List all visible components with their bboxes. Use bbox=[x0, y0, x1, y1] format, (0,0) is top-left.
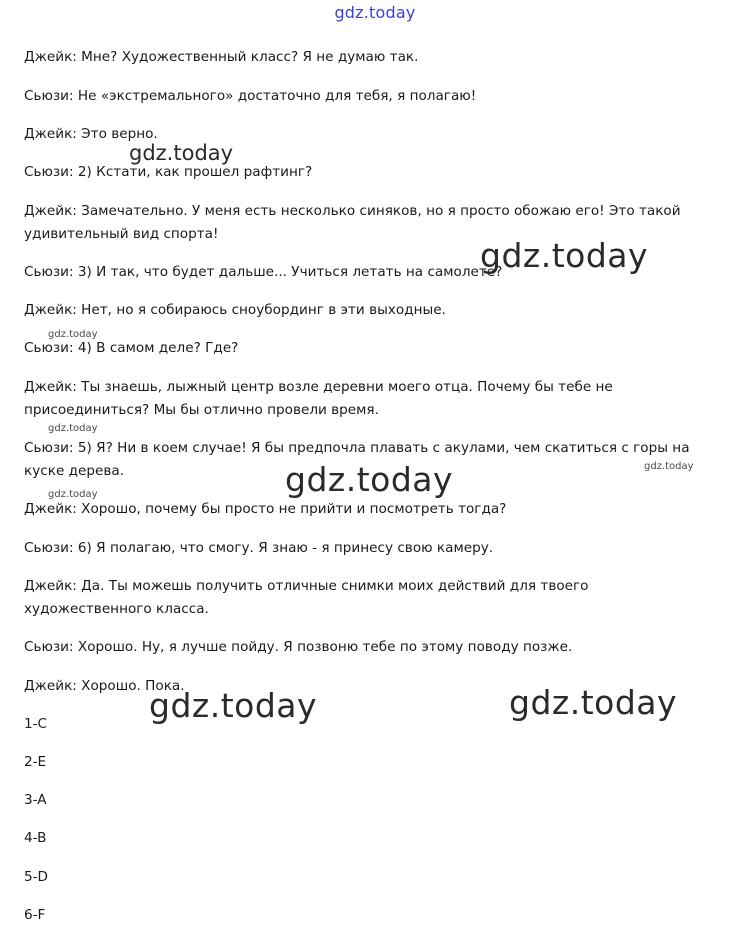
dialogue-line: Сьюзи: 6) Я полагаю, что смогу. Я знаю - я принесу свою камеру. bbox=[24, 540, 494, 556]
watermark: gdz.today bbox=[48, 423, 98, 434]
watermark: gdz.today bbox=[285, 460, 454, 499]
watermark: gdz.today bbox=[48, 489, 98, 500]
watermark: gdz.today bbox=[480, 236, 649, 275]
answer-item: 1-C bbox=[24, 716, 48, 732]
dialogue-line: Сьюзи: 4) В самом деле? Где? bbox=[24, 340, 239, 356]
dialogue-line: Джейк: Мне? Художественный класс? Я не думаю так. bbox=[24, 49, 419, 65]
dialogue-line: Джейк: Нет, но я собираюсь сноубординг в эти выходные. bbox=[24, 302, 446, 318]
dialogue-line: Сьюзи: 2) Кстати, как прошел рафтинг? bbox=[24, 164, 313, 180]
watermark: gdz.today bbox=[644, 461, 694, 472]
watermark: gdz.today bbox=[509, 683, 678, 722]
answer-item: 4-B bbox=[24, 830, 47, 846]
site-header-link[interactable]: gdz.today bbox=[334, 3, 416, 22]
dialogue-line: Джейк: Да. Ты можешь получить отличные снимки моих действий для твоего художественного класса. bbox=[24, 578, 589, 617]
dialogue-line: Джейк: Ты знаешь, лыжный центр возле деревни моего отца. Почему бы тебе не присоединиться? Мы бы отлично провели время. bbox=[24, 379, 613, 418]
dialogue-line: Джейк: Это верно. bbox=[24, 126, 158, 142]
dialogue-line: Джейк: Хорошо, почему бы просто не прийти и посмотреть тогда? bbox=[24, 501, 507, 517]
answer-item: 3-A bbox=[24, 792, 47, 808]
dialogue-line: Сьюзи: Хорошо. Ну, я лучше пойду. Я позвоню тебе по этому поводу позже. bbox=[24, 639, 573, 655]
answer-item: 2-E bbox=[24, 754, 47, 770]
answer-item: 6-F bbox=[24, 907, 46, 923]
watermark: gdz.today bbox=[149, 686, 318, 725]
dialogue-line: Сьюзи: 3) И так, что будет дальше... Учиться летать на самолете? bbox=[24, 264, 503, 280]
dialogue-line: Сьюзи: Не «экстремального» достаточно для тебя, я полагаю! bbox=[24, 88, 477, 104]
answer-item: 5-D bbox=[24, 869, 49, 885]
dialogue-line: Джейк: Замечательно. У меня есть несколько синяков, но я просто обожаю его! Это такой удивительный вид спорта! bbox=[24, 203, 681, 242]
watermark: gdz.today bbox=[48, 329, 98, 340]
watermark: gdz.today bbox=[129, 141, 234, 165]
dialogue-line: Сьюзи: 5) Я? Ни в коем случае! Я бы предпочла плавать с акулами, чем скатиться с горы на куске дерева. bbox=[24, 440, 690, 479]
dialogue-line: Джейк: Хорошо. Пока. bbox=[24, 678, 185, 694]
